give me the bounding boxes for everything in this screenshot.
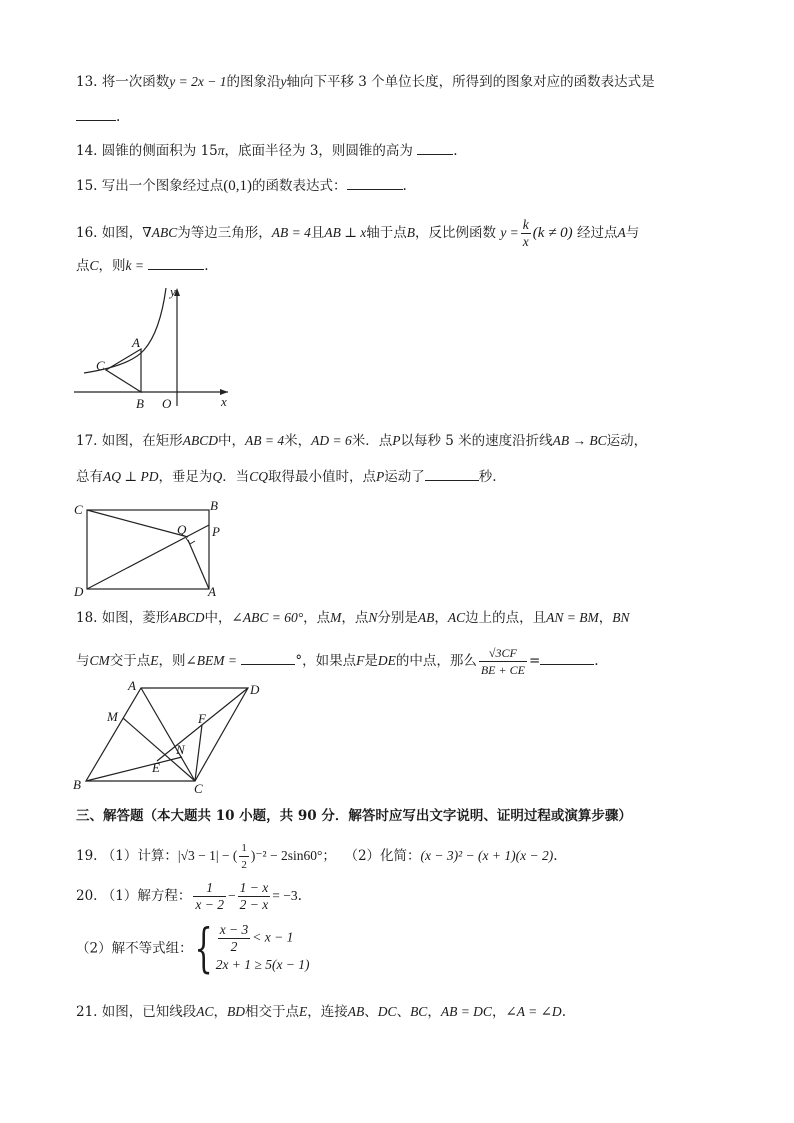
q18-text-2: 中， bbox=[204, 610, 232, 626]
inequality-2: 2x + 1 ≥ 5(x − 1) bbox=[215, 957, 310, 972]
frac-num: 1 bbox=[239, 840, 249, 857]
q17-text: 如图，在矩形 bbox=[101, 433, 183, 449]
period: . bbox=[594, 653, 599, 669]
q17-text-9: 运动了 bbox=[384, 469, 425, 485]
label-p: P bbox=[212, 524, 220, 539]
q13-text: 将一次函数 bbox=[101, 74, 170, 90]
q21-text-5: 、 bbox=[364, 1004, 378, 1020]
label-f: F bbox=[198, 711, 206, 726]
q15-text: 写出一个图象经过点 bbox=[101, 178, 224, 194]
aq-perp-pd: AQ ⊥ PD bbox=[103, 469, 159, 484]
segment-aq bbox=[188, 540, 209, 589]
label-n: N bbox=[176, 742, 185, 757]
minus-sign: − bbox=[227, 888, 236, 903]
section-3-heading: 三、解答题（本大题共 10 小题，共 90 分．解答时应写出文字说明、证明过程或演算步骤） bbox=[76, 808, 632, 824]
q18-text-8: ， bbox=[598, 610, 613, 626]
q18-text-5: 分别是 bbox=[377, 610, 418, 626]
q16-text-6: 经过点 bbox=[576, 225, 618, 241]
segment-dc: DC bbox=[377, 1004, 397, 1019]
label-a: A bbox=[208, 584, 216, 598]
label-d: D bbox=[250, 682, 260, 697]
part-2-label: （2）化简： bbox=[344, 848, 421, 864]
ab-length: AB = 4 bbox=[271, 225, 311, 240]
label-b: B bbox=[210, 498, 218, 513]
label-b: B bbox=[73, 777, 81, 792]
q17-text-3: 以每秒 5 米的速度沿折线 bbox=[400, 433, 553, 449]
angle-bem: ∠BEM = bbox=[185, 653, 238, 668]
q21-number: 21. bbox=[76, 1004, 98, 1020]
period: . bbox=[402, 178, 407, 194]
label-q: Q bbox=[177, 522, 187, 537]
diagonal-ac bbox=[141, 688, 195, 781]
q17-text-6: ，垂足为 bbox=[158, 469, 213, 485]
label-o: O bbox=[162, 396, 172, 411]
rhombus-abcd: ABCD bbox=[169, 610, 205, 625]
point-n: N bbox=[368, 610, 378, 625]
segment-bn: BN bbox=[612, 610, 630, 625]
q14-number: 14. bbox=[76, 143, 98, 159]
side-ab: AB bbox=[417, 610, 435, 625]
q16-text-7: 与 bbox=[625, 225, 640, 241]
frac-num: 1 − x bbox=[239, 880, 269, 895]
q13-formula: y = 2x − 1 bbox=[169, 74, 227, 89]
frac-num: k bbox=[522, 217, 529, 232]
period: . bbox=[453, 143, 458, 159]
fraction-3 bbox=[218, 922, 251, 955]
frac-den: 2 bbox=[230, 939, 238, 954]
rhs: = −3 bbox=[272, 888, 298, 903]
point-p: P bbox=[392, 433, 401, 448]
frac-den: x bbox=[522, 234, 529, 249]
question-21 bbox=[76, 1002, 566, 1022]
period: . bbox=[561, 1004, 566, 1020]
q21-text-2: ， bbox=[213, 1004, 228, 1020]
answer-blank[interactable] bbox=[76, 106, 116, 121]
q14-text-2: ，底面半径为 3，则圆锥的高为 bbox=[224, 143, 413, 159]
triangle-abc: ∇ABC bbox=[142, 225, 178, 240]
q16-text-4: 轴于点 bbox=[366, 225, 407, 241]
q18-text-3: ，点 bbox=[303, 610, 331, 626]
label-y: y bbox=[170, 284, 176, 299]
expression-2: (x − 3)² − (x + 1)(x − 2) bbox=[420, 848, 554, 863]
angle-a-equals-d: ∠A = ∠D bbox=[505, 1004, 562, 1019]
q21-text-7: ， bbox=[427, 1004, 441, 1020]
unit-2: 米．点 bbox=[351, 433, 393, 449]
q16-text: 如图， bbox=[101, 225, 143, 241]
figure-16 bbox=[70, 284, 240, 414]
question-18-line-2 bbox=[76, 645, 599, 678]
label-x: x bbox=[221, 394, 227, 409]
question-13-answer bbox=[76, 106, 120, 127]
diagonal-ac: AC bbox=[447, 610, 466, 625]
q18-text-13: 是 bbox=[364, 653, 378, 669]
answer-blank[interactable] bbox=[148, 255, 204, 270]
inequality-1 bbox=[216, 922, 310, 955]
segment-dp bbox=[87, 525, 209, 589]
label-c: C bbox=[194, 781, 203, 796]
frac-den: BE + CE bbox=[480, 663, 525, 677]
ab-equals-dc: AB = DC bbox=[440, 1004, 492, 1019]
point-p: P bbox=[375, 469, 385, 484]
q20-number: 20. bbox=[76, 888, 98, 904]
brace-icon: { bbox=[194, 918, 213, 979]
period: . bbox=[553, 848, 558, 864]
period: . bbox=[297, 888, 302, 904]
figure-18 bbox=[70, 677, 280, 797]
q15-number: 15. bbox=[76, 178, 98, 194]
segment-cf bbox=[195, 725, 202, 781]
answer-blank[interactable] bbox=[241, 650, 295, 665]
label-c: C bbox=[96, 358, 105, 373]
part-2-label: （2）解不等式组： bbox=[76, 940, 193, 957]
k-equals: k = bbox=[125, 258, 144, 273]
q17-number: 17. bbox=[76, 433, 98, 449]
q14-text: 圆锥的侧面积为 15 bbox=[101, 143, 218, 159]
triangle-abc bbox=[106, 349, 141, 392]
segment-ab: AB bbox=[347, 1004, 365, 1019]
q18-text-14: 的中点，那么 bbox=[395, 653, 477, 669]
angle-abc: ∠ABC = 60° bbox=[231, 610, 304, 625]
question-17 bbox=[76, 431, 647, 451]
ad-length: AD = 6 bbox=[311, 433, 352, 448]
q15-text-2: 的函数表达式： bbox=[252, 178, 347, 194]
segment-bn bbox=[86, 757, 182, 781]
q18-text: 如图，菱形 bbox=[101, 610, 170, 626]
part-1-label: （1）解方程： bbox=[101, 888, 192, 904]
q18-text-9: 与 bbox=[76, 653, 90, 669]
point-e: E bbox=[299, 1004, 308, 1019]
answer-blank[interactable] bbox=[347, 175, 403, 190]
segment-cq bbox=[87, 510, 188, 537]
q13-text-2: 的图象沿 bbox=[226, 74, 281, 90]
frac-num: x − 3 bbox=[219, 922, 249, 937]
rect-abcd: ABCD bbox=[182, 433, 219, 448]
q21-text: 如图，已知线段 bbox=[101, 1004, 197, 1020]
ab-length: AB = 4 bbox=[245, 433, 285, 448]
segment-de: DE bbox=[377, 653, 396, 668]
segment-ac: AC bbox=[196, 1004, 214, 1019]
an-equals-bm: AN = BM bbox=[546, 610, 599, 625]
q16-number: 16. bbox=[76, 225, 98, 241]
question-13 bbox=[76, 72, 655, 92]
question-20 bbox=[76, 880, 302, 913]
point-q: Q bbox=[212, 469, 223, 484]
separator: ； bbox=[322, 848, 336, 864]
inequality-1-rhs: < x − 1 bbox=[252, 929, 294, 945]
segment-cm: CM bbox=[89, 653, 110, 668]
q18-text-10: 交于点 bbox=[109, 653, 151, 669]
label-d: D bbox=[74, 584, 84, 598]
degree-sign: ° bbox=[295, 653, 303, 669]
q17-text-4: 运动， bbox=[606, 433, 648, 449]
label-c: C bbox=[74, 502, 83, 517]
label-m: M bbox=[107, 709, 118, 724]
period: . bbox=[204, 258, 209, 274]
question-18 bbox=[76, 608, 630, 628]
question-20-part-2 bbox=[76, 918, 310, 979]
segment-cq: CQ bbox=[249, 469, 268, 484]
q17-text-10: 秒. bbox=[478, 469, 497, 485]
q18-text-12: ，如果点 bbox=[302, 653, 357, 669]
rectangle-abcd bbox=[87, 510, 209, 589]
q16-text-9: ，则 bbox=[98, 258, 126, 274]
function-y: y = bbox=[500, 225, 519, 240]
q17-text-8: 取得最小值时，点 bbox=[267, 469, 376, 485]
q18-text-11: ，则 bbox=[158, 653, 186, 669]
answer-blank[interactable] bbox=[417, 140, 453, 155]
segment-bd: BD bbox=[227, 1004, 246, 1019]
equals-sign: = bbox=[528, 653, 541, 669]
point-b: B bbox=[406, 225, 416, 240]
q13-number: 13. bbox=[76, 74, 98, 90]
frac-den: 2 − x bbox=[239, 897, 269, 912]
k-over-x bbox=[521, 217, 531, 250]
answer-blank[interactable] bbox=[425, 466, 479, 481]
q13-text-3: 轴向下平移 3 个单位长度，所得到的图象对应的函数表达式是 bbox=[286, 74, 655, 90]
q17-text-2: 中， bbox=[218, 433, 246, 449]
q17-text-7: ．当 bbox=[222, 469, 250, 485]
frac-num: 1 bbox=[193, 880, 226, 897]
figure-17 bbox=[70, 498, 230, 598]
inequality-system bbox=[216, 922, 310, 975]
path-ab-bc: AB → BC bbox=[552, 433, 607, 448]
q18-text-7: 边上的点，且 bbox=[465, 610, 547, 626]
ratio-fraction bbox=[479, 645, 527, 678]
q19-number: 19. bbox=[76, 848, 98, 864]
right-angle-mark bbox=[186, 538, 195, 544]
point-c: C bbox=[89, 258, 99, 273]
q18-text-6: ， bbox=[434, 610, 448, 626]
q18-number: 18. bbox=[76, 610, 98, 626]
frac-den: x − 2 bbox=[195, 897, 224, 912]
q16-text-8: 点 bbox=[76, 258, 90, 274]
label-a: A bbox=[128, 678, 136, 693]
point-m: M bbox=[330, 610, 342, 625]
point-0-1: (0,1) bbox=[223, 178, 253, 194]
question-15 bbox=[76, 175, 407, 196]
pi-symbol: π bbox=[217, 143, 225, 158]
question-14 bbox=[76, 140, 458, 161]
q17-text-5: 总有 bbox=[76, 469, 103, 485]
unit: 米， bbox=[284, 433, 312, 449]
part-1-label: （1）计算： bbox=[101, 848, 178, 864]
fraction-2 bbox=[238, 880, 271, 913]
rhombus-abcd bbox=[86, 688, 248, 781]
question-17-line-2 bbox=[76, 466, 497, 487]
point-e: E bbox=[150, 653, 159, 668]
label-b: B bbox=[136, 396, 144, 411]
q18-text-4: ，点 bbox=[341, 610, 369, 626]
q21-text-3: 相交于点 bbox=[245, 1004, 300, 1020]
q21-text-4: ，连接 bbox=[307, 1004, 348, 1020]
label-a: A bbox=[132, 335, 140, 350]
question-19 bbox=[76, 840, 558, 873]
question-16 bbox=[76, 217, 639, 250]
q13-var: y bbox=[280, 74, 287, 89]
point-a: A bbox=[617, 225, 626, 240]
label-e: E bbox=[152, 760, 160, 775]
q21-text-8: ， bbox=[491, 1004, 506, 1020]
frac-num: √3CF bbox=[479, 645, 527, 662]
fraction-1 bbox=[193, 880, 226, 913]
expression-1a: |√3 − 1| − ( bbox=[177, 848, 238, 863]
period: . bbox=[116, 109, 121, 125]
k-condition: (k ≠ 0) bbox=[532, 225, 573, 241]
point-f: F bbox=[356, 653, 365, 668]
one-half bbox=[239, 840, 249, 873]
q16-text-2: 为等边三角形， bbox=[177, 225, 272, 241]
segment-bc: BC bbox=[410, 1004, 428, 1019]
q21-text-6: 、 bbox=[396, 1004, 411, 1020]
expression-1b: )⁻² − 2sin60° bbox=[250, 848, 323, 863]
q16-text-3: 且 bbox=[310, 225, 325, 241]
frac-den: 2 bbox=[241, 859, 247, 871]
question-16-line-2 bbox=[76, 255, 209, 276]
q16-text-5: ，反比例函数 bbox=[415, 225, 497, 241]
answer-blank[interactable] bbox=[540, 650, 594, 665]
ab-perp-x: AB ⊥ x bbox=[324, 225, 367, 240]
